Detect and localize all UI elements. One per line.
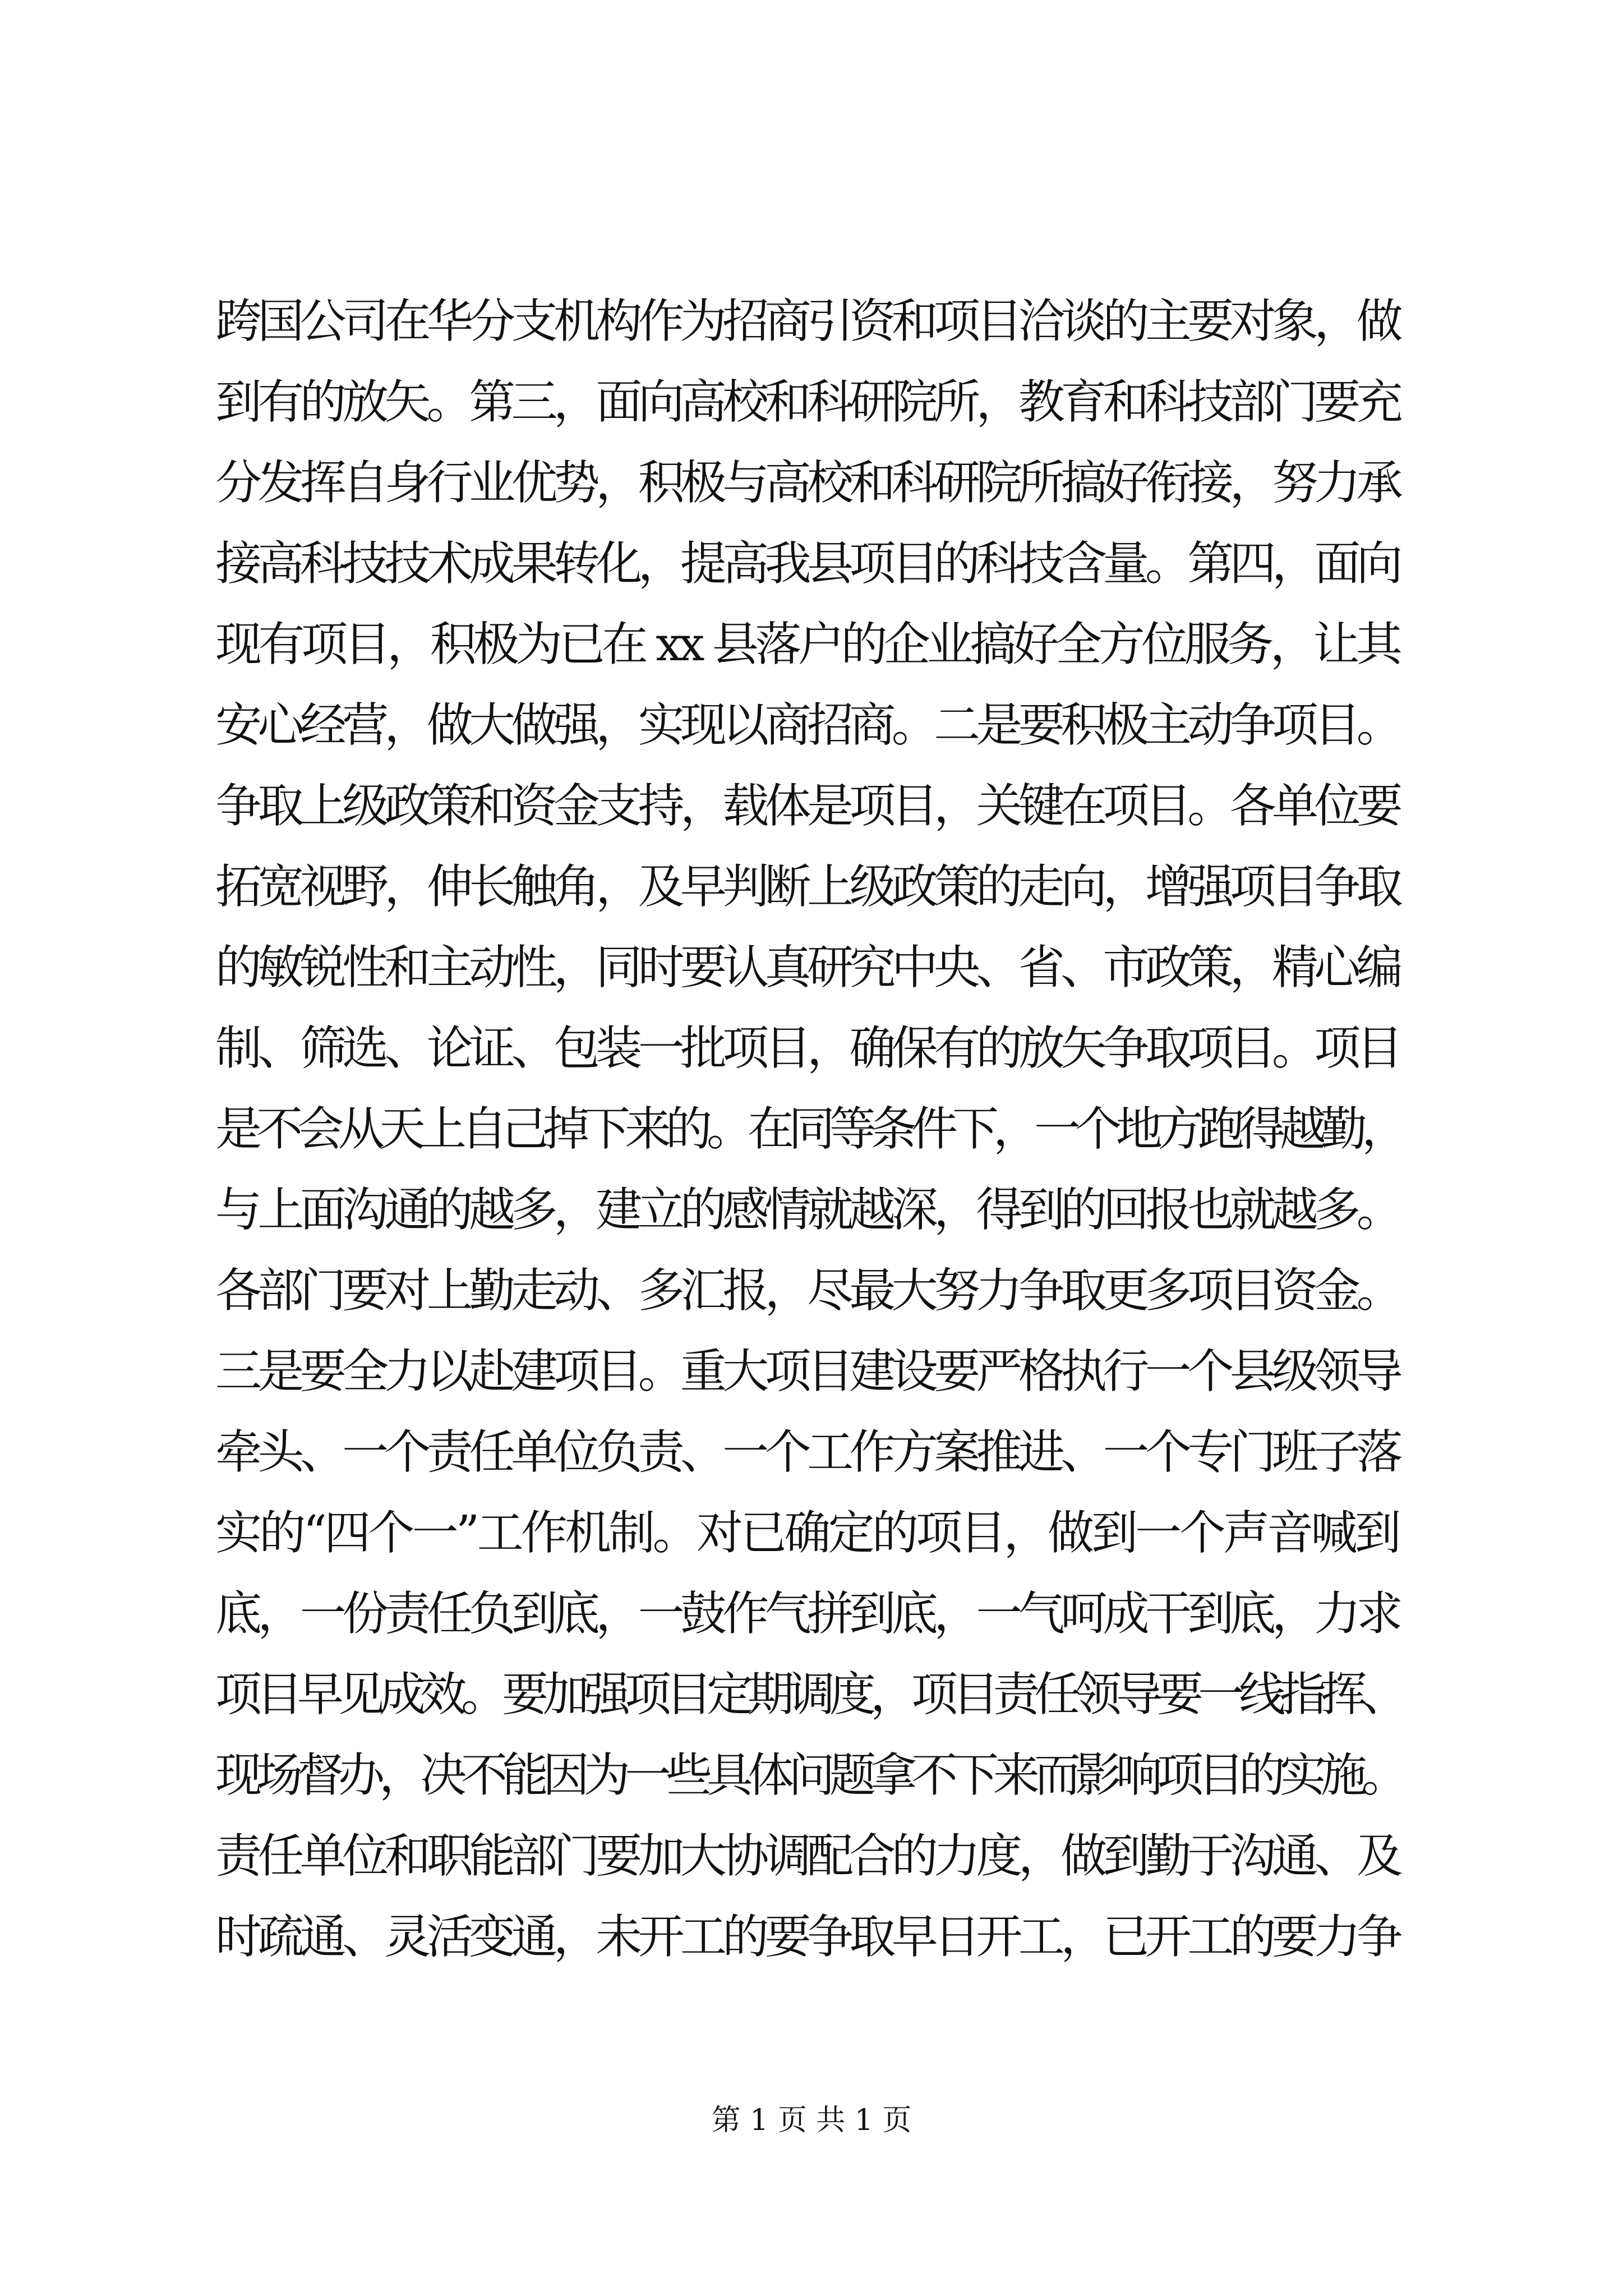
text-line: 实的“四个一”工作机制。对已确定的项目，做到一个声音喊到 (215, 1506, 1399, 1560)
text-line: 分发挥自身行业优势，积极与高校和科研院所搞好衔接，努力承 (215, 455, 1399, 510)
text-line: 制、筛选、论证、包装一批项目，确保有的放矢争取项目。项目 (215, 1021, 1399, 1075)
text-line: 到有的放矢。第三，面向高校和科研院所，教育和科技部门要充 (215, 375, 1399, 429)
text-line: 与上面沟通的越多，建立的感情就越深，得到的回报也就越多。 (215, 1182, 1399, 1237)
page-number-footer: 第 1 页 共 1 页 (711, 2104, 912, 2137)
text-line: 的敏锐性和主动性，同时要认真研究中央、省、市政策，精心编 (215, 940, 1399, 995)
text-line: 底，一份责任负到底，一鼓作气拼到底，一气呵成干到底，力求 (215, 1586, 1399, 1641)
text-line: 是不会从天上自己掉下来的。在同等条件下，一个地方跑得越勤， (215, 1102, 1403, 1156)
text-line: 项目早见成效。要加强项目定期调度，项目责任领导要一线指挥、 (215, 1667, 1403, 1722)
text-line: 接高科技技术成果转化，提高我县项目的科技含量。第四，面向 (215, 536, 1399, 591)
text-line: 各部门要对上勤走动、多汇报，尽最大努力争取更多项目资金。 (215, 1263, 1399, 1318)
text-line: 争取上级政策和资金支持，载体是项目，关键在项目。各单位要 (215, 779, 1399, 833)
text-line: 牵头、一个责任单位负责、一个工作方案推进、一个专门班子落 (215, 1425, 1399, 1479)
text-line: 时疏通、灵活变通，未开工的要争取早日开工，已开工的要力争 (215, 1910, 1399, 1964)
text-line: 现场督办，决不能因为一些具体问题拿不下来而影响项目的实施。 (215, 1748, 1403, 1802)
text-line: 三是要全力以赴建项目。重大项目建设要严格执行一个县级领导 (215, 1344, 1399, 1398)
text-line: 安心经营，做大做强，实现以商招商。二是要积极主动争项目。 (215, 698, 1399, 752)
text-line: 现有项目，积极为已在 xx 县落户的企业搞好全方位服务，让其 (215, 617, 1399, 671)
text-line: 跨国公司在华分支机构作为招商引资和项目洽谈的主要对象，做 (215, 294, 1399, 348)
text-line: 拓宽视野，伸长触角，及早判断上级政策的走向，增强项目争取 (215, 859, 1399, 914)
text-line: 责任单位和职能部门要加大协调配合的力度，做到勤于沟通、及 (215, 1829, 1399, 1883)
